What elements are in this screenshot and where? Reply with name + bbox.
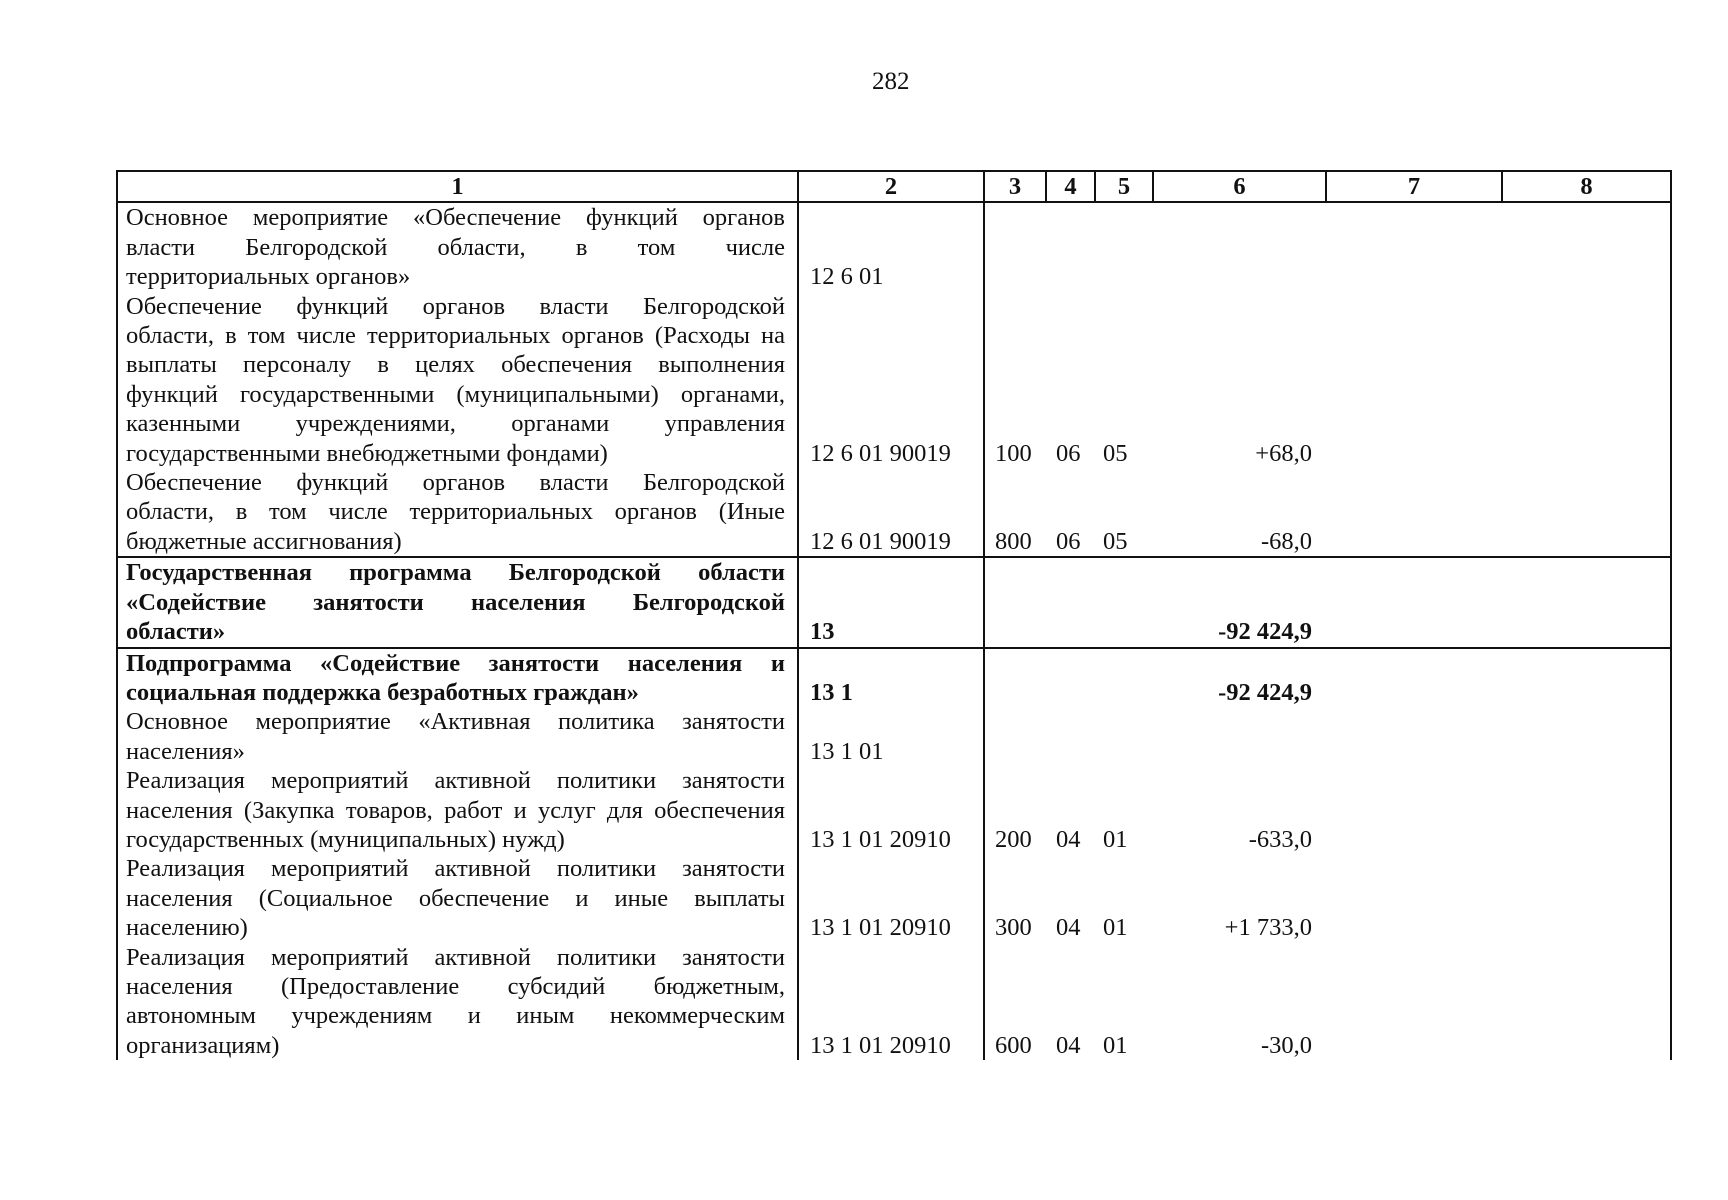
section-code: 04 bbox=[1056, 914, 1081, 942]
expense-type bbox=[984, 557, 1046, 647]
subsection-code: 01 bbox=[1103, 914, 1128, 942]
subsection-code bbox=[1095, 648, 1153, 708]
subsection-code bbox=[1095, 557, 1153, 647]
description-line: власти Белгородской области, в том числе bbox=[126, 233, 785, 261]
table-row bbox=[117, 707, 1671, 766]
description-line: населения» bbox=[126, 737, 245, 765]
expense-type bbox=[984, 707, 1046, 766]
description-line: казенными учреждениями, органами управления bbox=[126, 410, 785, 438]
table-row bbox=[117, 943, 1671, 1061]
column-8-cell bbox=[1502, 854, 1671, 942]
section-code: 06 bbox=[1056, 439, 1081, 467]
budget-code: 13 1 01 20910 bbox=[798, 766, 984, 854]
column-7-cell bbox=[1326, 707, 1502, 766]
description-line: Государственная программа Белгородской области bbox=[126, 559, 785, 587]
description-line: территориальных органов» bbox=[126, 263, 411, 291]
column-header-8: 8 bbox=[1502, 171, 1671, 202]
description-line: населения (Закупка товаров, работ и услуг для обеспечения bbox=[126, 796, 785, 824]
column-7-cell bbox=[1326, 854, 1502, 942]
amount-change: +68,0 bbox=[1255, 439, 1312, 467]
budget-code: 13 1 01 20910 bbox=[798, 854, 984, 942]
section-code bbox=[1046, 557, 1095, 647]
table-row bbox=[117, 292, 1671, 468]
column-8-cell bbox=[1502, 766, 1671, 854]
description-line: «Содействие занятости населения Белгородской bbox=[126, 588, 785, 616]
column-8-cell bbox=[1502, 943, 1671, 1061]
budget-code: 12 6 01 90019 bbox=[798, 468, 984, 557]
expense-type bbox=[984, 648, 1046, 708]
expense-type: 300 bbox=[995, 914, 1032, 942]
description-line: бюджетные ассигнования) bbox=[126, 527, 402, 555]
column-7-cell bbox=[1326, 292, 1502, 468]
item-description bbox=[117, 943, 798, 1061]
item-description bbox=[117, 648, 798, 708]
budget-code: 13 1 01 20910 bbox=[798, 943, 984, 1061]
subsection-code: 05 bbox=[1095, 468, 1153, 557]
amount-change bbox=[1153, 202, 1326, 291]
description-line: государственными внебюджетными фондами) bbox=[126, 439, 608, 467]
budget-code: 13 1 bbox=[798, 648, 984, 708]
description-line: государственных (муниципальных) нужд) bbox=[126, 825, 565, 853]
subsection-code: 01 bbox=[1103, 825, 1128, 853]
description-line: населения (Предоставление субсидий бюджетным, bbox=[126, 972, 785, 1000]
description-line: Обеспечение функций органов власти Белгородской bbox=[126, 292, 785, 320]
section-code: 04 bbox=[1056, 1031, 1081, 1059]
item-description bbox=[117, 557, 798, 647]
expense-type: 200 bbox=[995, 825, 1032, 853]
description-line: области» bbox=[126, 618, 226, 646]
expense-type: 600 bbox=[995, 1031, 1032, 1059]
amount-change: -92 424,9 bbox=[1153, 557, 1326, 647]
expense-type: 800 bbox=[984, 468, 1046, 557]
description-line: организациям) bbox=[126, 1031, 280, 1059]
description-line: области, в том числе территориальных органов (Иные bbox=[126, 498, 785, 526]
column-header-5: 5 bbox=[1095, 171, 1153, 202]
description-line: Реализация мероприятий активной политики занятости bbox=[126, 767, 785, 795]
column-header-7: 7 bbox=[1326, 171, 1502, 202]
subsection-code bbox=[1095, 707, 1153, 766]
amount-change: -68,0 bbox=[1153, 468, 1326, 557]
description-line: выплаты персоналу в целях обеспечения выполнения bbox=[126, 351, 785, 379]
item-description bbox=[117, 766, 798, 854]
column-8-cell bbox=[1502, 557, 1671, 647]
section-code bbox=[1046, 648, 1095, 708]
expense-type bbox=[984, 202, 1046, 291]
description-line: Реализация мероприятий активной политики занятости bbox=[126, 855, 785, 883]
item-description bbox=[117, 707, 798, 766]
column-7-cell bbox=[1326, 943, 1502, 1061]
column-7-cell bbox=[1326, 557, 1502, 647]
section-code: 06 bbox=[1046, 468, 1095, 557]
description-line: социальная поддержка безработных граждан» bbox=[126, 678, 639, 706]
column-8-cell bbox=[1502, 648, 1671, 708]
budget-code: 12 6 01 bbox=[798, 202, 984, 291]
description-line: Основное мероприятие «Активная политика занятости bbox=[126, 708, 785, 736]
table-row bbox=[117, 202, 1671, 291]
description-line: Реализация мероприятий активной политики занятости bbox=[126, 943, 785, 971]
table-row bbox=[117, 468, 1671, 557]
subsection-code: 05 bbox=[1103, 439, 1128, 467]
description-line: Основное мероприятие «Обеспечение функций органов bbox=[126, 204, 785, 232]
column-7-cell bbox=[1326, 766, 1502, 854]
description-line: Обеспечение функций органов власти Белгородской bbox=[126, 469, 785, 497]
table-row bbox=[117, 648, 1671, 708]
budget-table bbox=[116, 170, 1672, 1060]
section-code bbox=[1046, 202, 1095, 291]
item-description bbox=[117, 202, 798, 291]
description-line: населению) bbox=[126, 914, 248, 942]
expense-type: 100 bbox=[995, 439, 1032, 467]
section-code bbox=[1046, 707, 1095, 766]
column-7-cell bbox=[1326, 648, 1502, 708]
column-8-cell bbox=[1502, 707, 1671, 766]
table-row bbox=[117, 766, 1671, 854]
budget-code: 13 1 01 bbox=[798, 707, 984, 766]
column-7-cell bbox=[1326, 202, 1502, 291]
header-row bbox=[117, 171, 1671, 202]
item-description bbox=[117, 854, 798, 942]
table-row bbox=[117, 854, 1671, 942]
amount-change: -92 424,9 bbox=[1218, 678, 1312, 706]
description-line: населения (Социальное обеспечение и иные выплаты bbox=[126, 884, 785, 912]
column-8-cell bbox=[1502, 468, 1671, 557]
amount-change bbox=[1153, 707, 1326, 766]
description-line: функций государственными (муниципальными) органами, bbox=[126, 380, 785, 408]
section-code: 04 bbox=[1056, 825, 1081, 853]
item-description bbox=[117, 292, 798, 468]
amount-change: -30,0 bbox=[1260, 1031, 1312, 1059]
column-header-1: 1 bbox=[117, 171, 798, 202]
subsection-code bbox=[1095, 202, 1153, 291]
column-header-6: 6 bbox=[1153, 171, 1326, 202]
column-8-cell bbox=[1502, 292, 1671, 468]
amount-change: +1 733,0 bbox=[1224, 914, 1312, 942]
description-line: автономным учреждениям и иным некоммерческим bbox=[126, 1002, 785, 1030]
page-number: 282 bbox=[872, 68, 910, 95]
column-header-3: 3 bbox=[984, 171, 1046, 202]
column-7-cell bbox=[1326, 468, 1502, 557]
amount-change: -633,0 bbox=[1248, 825, 1312, 853]
budget-code: 13 bbox=[798, 557, 984, 647]
table-row bbox=[117, 557, 1671, 647]
budget-code: 12 6 01 90019 bbox=[798, 292, 984, 468]
description-line: Подпрограмма «Содействие занятости населения и bbox=[126, 649, 785, 677]
column-8-cell bbox=[1502, 202, 1671, 291]
description-line: области, в том числе территориальных органов (Расходы на bbox=[126, 322, 785, 350]
subsection-code: 01 bbox=[1103, 1031, 1128, 1059]
item-description bbox=[117, 468, 798, 557]
column-header-2: 2 bbox=[798, 171, 984, 202]
column-header-4: 4 bbox=[1046, 171, 1095, 202]
